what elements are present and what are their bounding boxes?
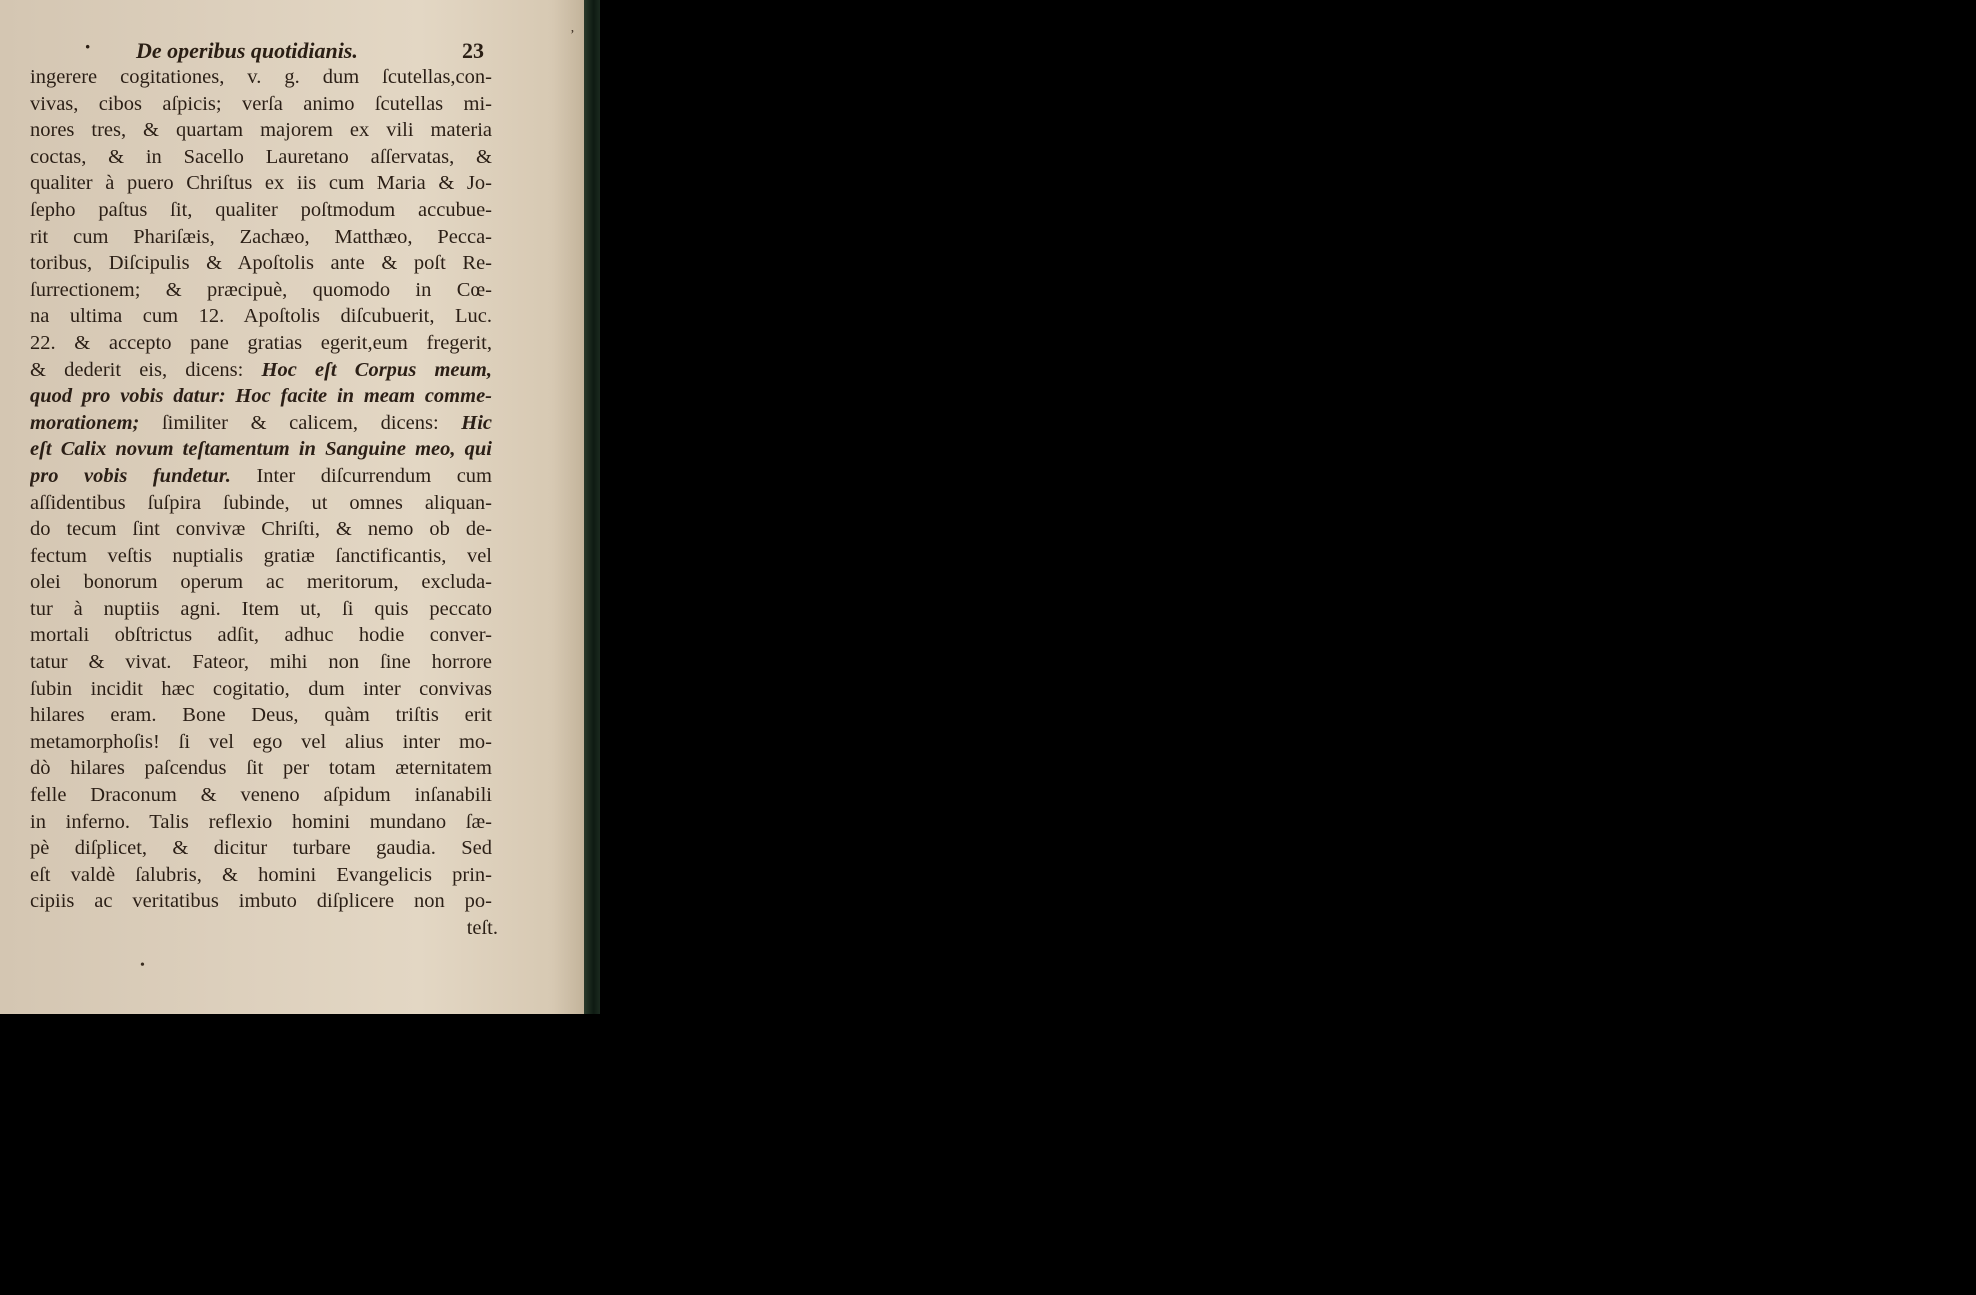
page-edge: [584, 0, 600, 1014]
text-segment: vivas, cibos aſpicis; verſa animo ſcutellas mi-: [30, 92, 492, 115]
text-line: [30, 596, 492, 623]
italic-segment: pro vobis fundetur.: [30, 464, 231, 487]
text-line: [30, 357, 492, 384]
text-segment: fectum veſtis nuptialis gratiæ ſanctificantis, vel: [30, 544, 492, 567]
text-line: [30, 569, 492, 596]
text-segment: olei bonorum operum ac meritorum, excluda-: [30, 571, 492, 594]
text-segment: aſſidentibus ſuſpira ſubinde, ut omnes aliquan-: [30, 491, 492, 514]
text-line: [30, 383, 492, 410]
text-line: [30, 835, 492, 862]
text-segment: tatur & vivat. Fateor, mihi non ſine horrore: [30, 651, 492, 674]
italic-segment: quod pro vobis datur: Hoc facite in meam comme-: [30, 385, 492, 408]
text-segment: ſepho paſtus ſit, qualiter poſtmodum accubue-: [30, 198, 492, 221]
text-line: [30, 463, 492, 490]
header-dot: ·: [84, 34, 92, 59]
text-segment: ſubin incidit hæc cogitatio, dum inter convivas: [30, 677, 492, 700]
text-segment: dò hilares paſcendus ſit per totam æternitatem: [30, 757, 492, 780]
stray-mark: •: [140, 958, 145, 973]
text-line: [30, 543, 492, 570]
text-line: [30, 782, 492, 809]
body-text: [30, 64, 500, 942]
text-line: [30, 622, 492, 649]
text-line: [30, 197, 492, 224]
text-segment: pè diſplicet, & dicitur turbare gaudia. Sed: [30, 837, 492, 860]
italic-segment: eſt Calix novum teſtamentum in Sanguine meo, qui: [30, 438, 492, 461]
text-line: [30, 410, 492, 437]
text-line: [30, 755, 492, 782]
text-line: [30, 490, 492, 517]
text-segment: rit cum Phariſæis, Zachæo, Matthæo, Pecca-: [30, 225, 492, 248]
italic-segment: Hoc eſt Corpus meum,: [261, 358, 492, 381]
text-segment: hilares eram. Bone Deus, quàm triſtis erit: [30, 704, 492, 727]
text-line: [30, 516, 492, 543]
text-line: [30, 676, 492, 703]
text-segment: Inter diſcurrendum cum: [230, 464, 492, 487]
text-line: [30, 809, 492, 836]
text-line: [30, 303, 492, 330]
text-line: [30, 862, 492, 889]
text-line: [30, 649, 492, 676]
text-line: [30, 224, 492, 251]
text-segment: eſt valdè ſalubris, & homini Evangelicis prin-: [30, 863, 492, 886]
text-segment: ingerere cogitationes, v. g. dum ſcutellas,con-: [30, 66, 492, 88]
header-title: De operibus quotidianis.: [136, 38, 358, 63]
text-line: [30, 170, 492, 197]
text-segment: coctas, & in Sacello Lauretano aſſervatas, &: [30, 145, 492, 168]
text-line: [30, 117, 492, 144]
text-line: [30, 330, 492, 357]
text-segment: cipiis ac veritatibus imbuto diſplicere non po-: [30, 890, 492, 913]
text-segment: metamorphoſis! ſi vel ego vel alius inter mo-: [30, 730, 492, 753]
italic-segment: Hic: [461, 411, 492, 434]
book-page: [0, 0, 600, 1014]
italic-segment: morationem;: [30, 411, 140, 434]
page-number: 23: [462, 38, 484, 63]
text-line: [30, 277, 492, 304]
text-segment: mortali obſtrictus adſit, adhuc hodie conver-: [30, 624, 492, 647]
text-segment: nores tres, & quartam majorem ex vili materia: [30, 119, 492, 142]
text-segment: & dederit eis, dicens:: [30, 358, 262, 381]
text-line: [30, 702, 492, 729]
text-line: [30, 250, 492, 277]
text-segment: 22. & accepto pane gratias egerit,eum fregerit,: [30, 331, 492, 354]
text-segment: in inferno. Talis reflexio homini mundano ſæ-: [30, 810, 492, 833]
text-line: [30, 64, 492, 91]
text-segment: tur à nuptiis agni. Item ut, ſi quis peccato: [30, 597, 492, 620]
text-line: [30, 888, 492, 915]
text-segment: felle Draconum & veneno aſpidum inſanabili: [30, 784, 492, 807]
text-line: [30, 144, 492, 171]
catchword: teſt.: [466, 917, 498, 939]
text-segment: ſimiliter & calicem, dicens:: [139, 411, 462, 434]
text-segment: do tecum ſint convivæ Chriſti, & nemo ob de-: [30, 518, 492, 541]
text-segment: ſurrectionem; & præcipuè, quomodo in Cœ-: [30, 278, 492, 301]
text-segment: toribus, Diſcipulis & Apoſtolis ante & poſt Re-: [30, 252, 492, 275]
text-segment: qualiter à puero Chriſtus ex iis cum Maria & Jo-: [30, 172, 492, 195]
text-line: [30, 91, 492, 118]
text-line: [30, 729, 492, 756]
text-segment: na ultima cum 12. Apoſtolis diſcubuerit, Luc.: [30, 305, 492, 328]
text-line: [30, 436, 492, 463]
margin-mark: ʼ: [570, 28, 575, 43]
